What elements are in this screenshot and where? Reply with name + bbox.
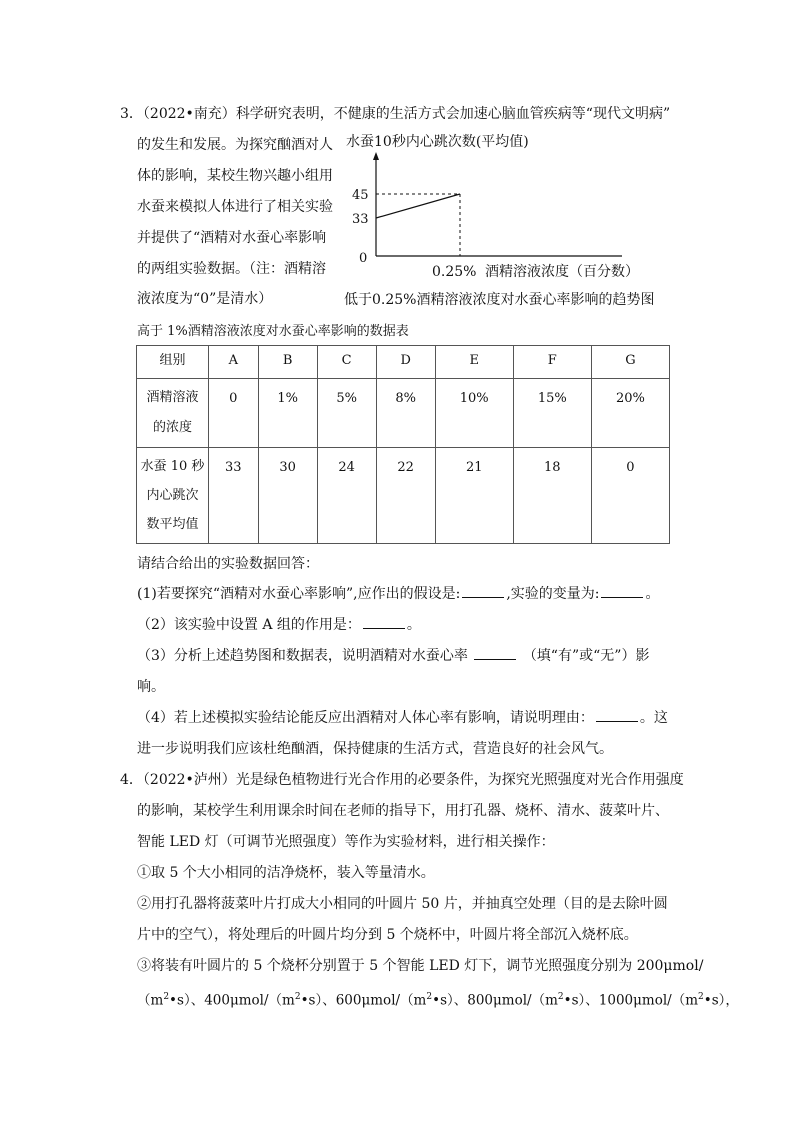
answer-blank[interactable] — [601, 583, 643, 598]
label-line: 的浓度 — [152, 420, 192, 435]
unit-sup: 2 — [698, 992, 704, 1002]
table-cell: 8% — [376, 379, 435, 448]
unit-text: （m — [268, 992, 295, 1009]
unit-text: （m — [531, 992, 558, 1009]
unit-text: （m — [400, 992, 427, 1009]
q3-side-line: 水蚕来模拟人体进行了相关实验 — [137, 199, 333, 215]
table-cell: 33 — [209, 448, 259, 544]
unit-text: （m — [671, 992, 699, 1009]
y-axis-arrow — [373, 152, 379, 160]
sub2-text: 。 — [406, 617, 421, 633]
x-tick-label: 0.25% — [432, 264, 477, 280]
label-line: 内心跳次 — [146, 488, 199, 503]
table-cell: 20% — [591, 379, 669, 448]
q4-line: 的影响，某校学生利用课余时间在老师的指导下，用打孔器、烧杯、清水、菠菜叶片、 — [137, 803, 669, 819]
q3-side-line: 体的影响，某校生物兴趣小组用 — [137, 168, 333, 184]
q3-side-line: 液浓度为“0”是清水） — [137, 291, 273, 307]
label-line: 水蚕 10 秒 — [140, 459, 205, 474]
answer-blank[interactable] — [474, 645, 516, 660]
q3-text: 科学研究表明，不健康的生活方式会加速心脑血管疾病等“现代文明病” — [235, 106, 671, 122]
unit-text: •s）、1000μmol/ — [563, 992, 672, 1009]
unit-sup: 2 — [557, 992, 564, 1002]
unit-sup: 2 — [294, 992, 301, 1002]
table-title: 高于 1%酒精溶液浓度对水蚕心率影响的数据表 — [137, 324, 409, 339]
sub-question-4 — [137, 707, 668, 729]
y-tick-label: 45 — [352, 188, 369, 203]
unit-text: •s）、400μmol/ — [169, 992, 269, 1009]
q3-source: （2022•南充） — [142, 106, 236, 122]
answer-blank[interactable] — [363, 614, 405, 629]
q4-step-3: ③将装有叶圆片的 5 个烧杯分别置于 5 个智能 LED 灯下，调节光照强度分别为 200μmol/ — [137, 958, 704, 974]
table-row — [137, 346, 670, 379]
sub1-text: (1)若要探究“酒精对水蚕心率影响”,应作出的假设是: — [137, 586, 461, 602]
table-cell: 24 — [317, 448, 376, 544]
y-tick-label: 0 — [359, 251, 368, 266]
table-header-cell: F — [513, 346, 591, 379]
answer-blank[interactable] — [596, 707, 638, 722]
sub-question-1 — [137, 583, 659, 605]
sub1-text: 。 — [645, 586, 660, 602]
q4-step-1: ①取 5 个大小相同的洁净烧杯，装入等量清水。 — [137, 865, 435, 881]
unit-text: •s）、600μmol/ — [300, 992, 401, 1009]
sub2-text: （2）该实验中设置 A 组的作用是： — [137, 617, 361, 633]
q4-first-line — [120, 769, 684, 791]
table-header-cell: C — [317, 346, 376, 379]
sub-question-4-cont: 进一步说明我们应该杜绝酗酒，保持健康的生活方式，营造良好的社会风气。 — [137, 741, 613, 757]
y-tick-label: 33 — [352, 212, 369, 227]
table-cell: 18 — [513, 448, 591, 544]
q3-side-line: 的发生和发展。为探究酗酒对人 — [137, 137, 333, 153]
table-row — [137, 379, 670, 448]
answer-prompt: 请结合给出的实验数据回答： — [137, 556, 319, 572]
q3-number: 3． — [120, 106, 143, 122]
x-axis-label: 酒精溶液浓度（百分数） — [485, 264, 639, 280]
q4-line: 智能 LED 灯（可调节光照强度）等作为实验材料，进行相关操作： — [137, 834, 555, 850]
table-header-cell: A — [209, 346, 259, 379]
unit-sup: 2 — [426, 992, 433, 1002]
table-cell: 5% — [317, 379, 376, 448]
table-cell: 0 — [591, 448, 669, 544]
unit-text: •s）， — [703, 992, 739, 1009]
sub3-text: （填“有”或“无”）影 — [522, 648, 650, 664]
table-header-cell: B — [258, 346, 317, 379]
table-header-cell: E — [435, 346, 513, 379]
q4-step-2: ②用打孔器将菠菜叶片打成大小相同的叶圆片 50 片，并抽真空处理（目的是去除叶圆 — [137, 896, 668, 912]
table-cell: 30 — [258, 448, 317, 544]
table-cell: 0 — [209, 379, 259, 448]
table-header-cell: 组别 — [137, 346, 209, 379]
table-row-label — [137, 379, 209, 448]
q3-side-line: 并提供了“酒精对水蚕心率影响 — [137, 230, 327, 246]
unit-sup: 2 — [163, 992, 170, 1002]
chart-caption: 低于0.25%酒精溶液浓度对水蚕心率影响的趋势图 — [344, 292, 655, 308]
q4-text: 光是绿色植物进行光合作用的必要条件，为探究光照强度对光合作用强度 — [235, 772, 684, 788]
sub-question-3 — [137, 645, 649, 667]
table-cell: 21 — [435, 448, 513, 544]
table-cell: 22 — [376, 448, 435, 544]
table-cell: 1% — [258, 379, 317, 448]
table-header-cell: D — [376, 346, 435, 379]
table-cell: 10% — [435, 379, 513, 448]
sub-question-2 — [137, 614, 421, 636]
q4-source: （2022•泸州） — [142, 772, 236, 788]
trend-chart — [340, 126, 680, 312]
table-row — [137, 448, 670, 544]
table-row-label — [137, 448, 209, 544]
answer-blank[interactable] — [462, 583, 504, 598]
q4-number: 4． — [120, 772, 143, 788]
q3-side-line: 的两组实验数据。（注：酒精溶 — [137, 261, 326, 277]
table-cell: 15% — [513, 379, 591, 448]
sub4-text: （4）若上述模拟实验结论能反应出酒精对人体心率有影响，请说明理由： — [137, 710, 594, 726]
label-line: 数平均值 — [146, 517, 199, 532]
sub3-text: （3）分析上述趋势图和数据表，说明酒精对水蚕心率 — [137, 648, 468, 664]
sub-question-3-cont: 响。 — [137, 679, 165, 695]
chart-title: 水蚕10秒内心跳次数(平均值) — [346, 134, 529, 150]
label-line: 酒精溶液 — [146, 390, 199, 405]
unit-text: •s）、800μmol/ — [432, 992, 532, 1009]
q3-first-line — [120, 103, 670, 125]
q4-step-2-cont: 片中的空气），将处理后的叶圆片均分到 5 个烧杯中，叶圆片将全部沉入烧杯底。 — [137, 927, 638, 943]
q4-step-3-units — [137, 986, 739, 1012]
table-header-cell: G — [591, 346, 669, 379]
sub4-text: 。这 — [639, 710, 668, 726]
trend-line — [376, 194, 460, 218]
unit-text: （m — [137, 992, 164, 1009]
sub1-text: ,实验的变量为: — [506, 586, 600, 602]
data-table — [136, 345, 670, 544]
